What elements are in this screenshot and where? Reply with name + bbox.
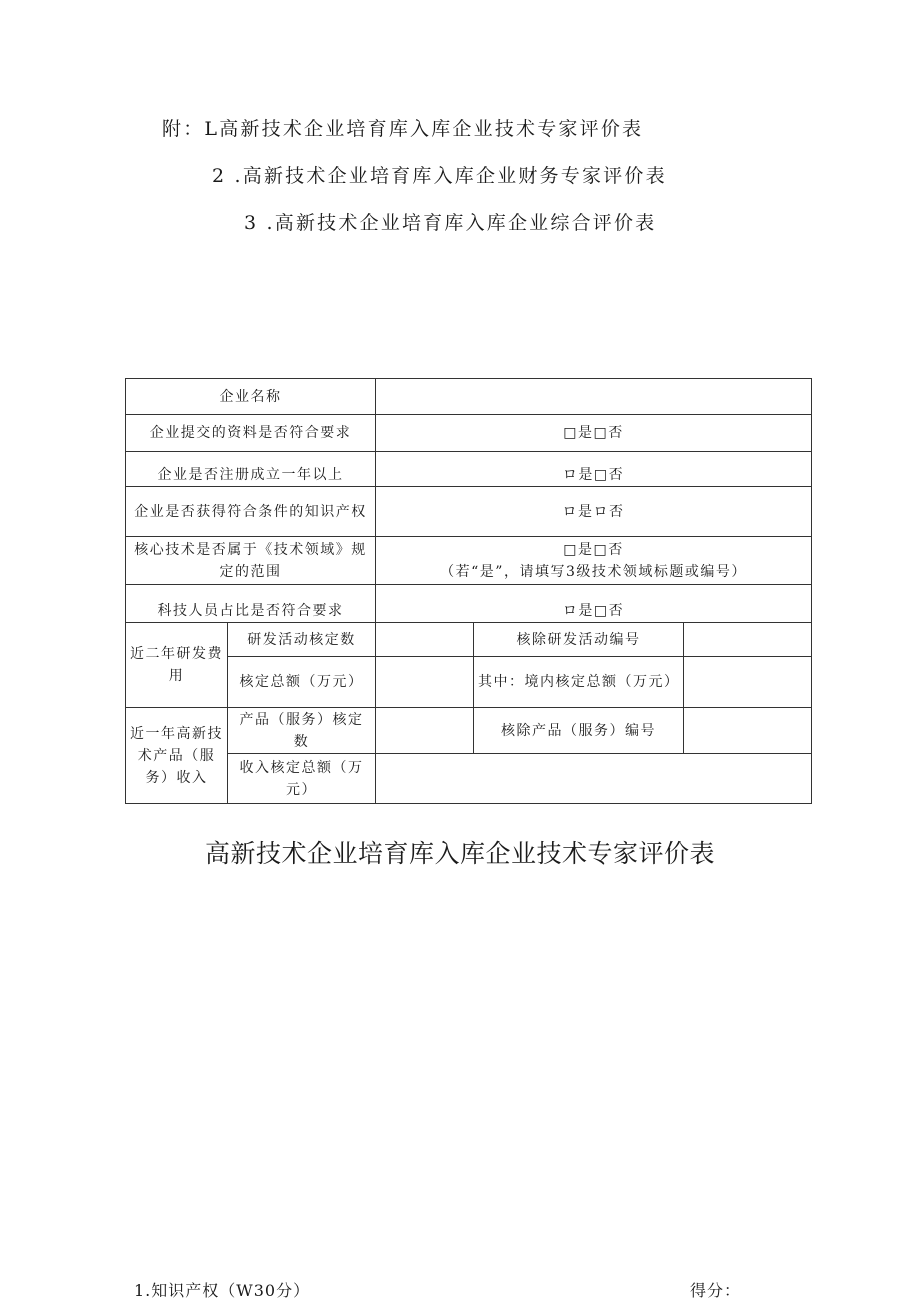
tech-field-checkbox[interactable]: □是□否 (563, 541, 624, 558)
rd-expense-label: 近二年研发费用 (126, 623, 228, 708)
registered-over-one-year-label: 企业是否注册成立一年以上 (126, 452, 376, 487)
rd-domestic-label: 其中：境内核定总额（万元） (474, 657, 684, 708)
products-excluded-label: 核除产品（服务）编号 (474, 708, 684, 754)
tech-field-label: 核心技术是否属于《技术领域》规定的范围 (126, 537, 376, 585)
rd-total-label: 核定总额（万元） (228, 657, 376, 708)
products-count-field[interactable] (376, 708, 474, 754)
company-name-field[interactable] (376, 379, 812, 415)
rd-activities-label: 研发活动核定数 (228, 623, 376, 657)
score-label: 得分： (690, 1281, 742, 1300)
attachment-line-3: 3 .高新技术企业培育库入库企业综合评价表 (244, 212, 657, 234)
rd-total-field[interactable] (376, 657, 474, 708)
hightech-income-label: 近一年高新技术产品（服务）收入 (126, 708, 228, 804)
rd-activities-field[interactable] (376, 623, 474, 657)
rd-excluded-field[interactable] (684, 623, 812, 657)
tech-field-note: （若“是”，请填写3级技术领域标题或编号） (440, 563, 747, 580)
attachment-line-1: 附：L高新技术企业培育库入库企业技术专家评价表 (162, 118, 644, 140)
tech-field-cell[interactable] (376, 537, 812, 585)
company-info-table (125, 378, 812, 804)
company-name-label: 企业名称 (126, 379, 376, 415)
ip-obtained-checkbox[interactable]: ロ是ロ否 (376, 487, 812, 537)
staff-ratio-label: 科技人员占比是否符合要求 (126, 585, 376, 623)
materials-compliance-label: 企业提交的资料是否符合要求 (126, 415, 376, 452)
rd-domestic-field[interactable] (684, 657, 812, 708)
materials-compliance-checkbox[interactable]: □是□否 (376, 415, 812, 452)
products-excluded-field[interactable] (684, 708, 812, 754)
attachment-line-2: 2 .高新技术企业培育库入库企业财务专家评价表 (212, 165, 667, 187)
income-total-field[interactable] (376, 754, 812, 804)
ip-obtained-label: 企业是否获得符合条件的知识产权 (126, 487, 376, 537)
criterion-ip-label: 1.知识产权（W30分） (134, 1281, 311, 1300)
income-total-label: 收入核定总额（万元） (228, 754, 376, 804)
products-count-label: 产品（服务）核定数 (228, 708, 376, 754)
section-title: 高新技术企业培育库入库企业技术专家评价表 (204, 839, 715, 868)
rd-excluded-label: 核除研发活动编号 (474, 623, 684, 657)
staff-ratio-checkbox[interactable]: ロ是□否 (376, 585, 812, 623)
registered-over-one-year-checkbox[interactable]: ロ是□否 (376, 452, 812, 487)
